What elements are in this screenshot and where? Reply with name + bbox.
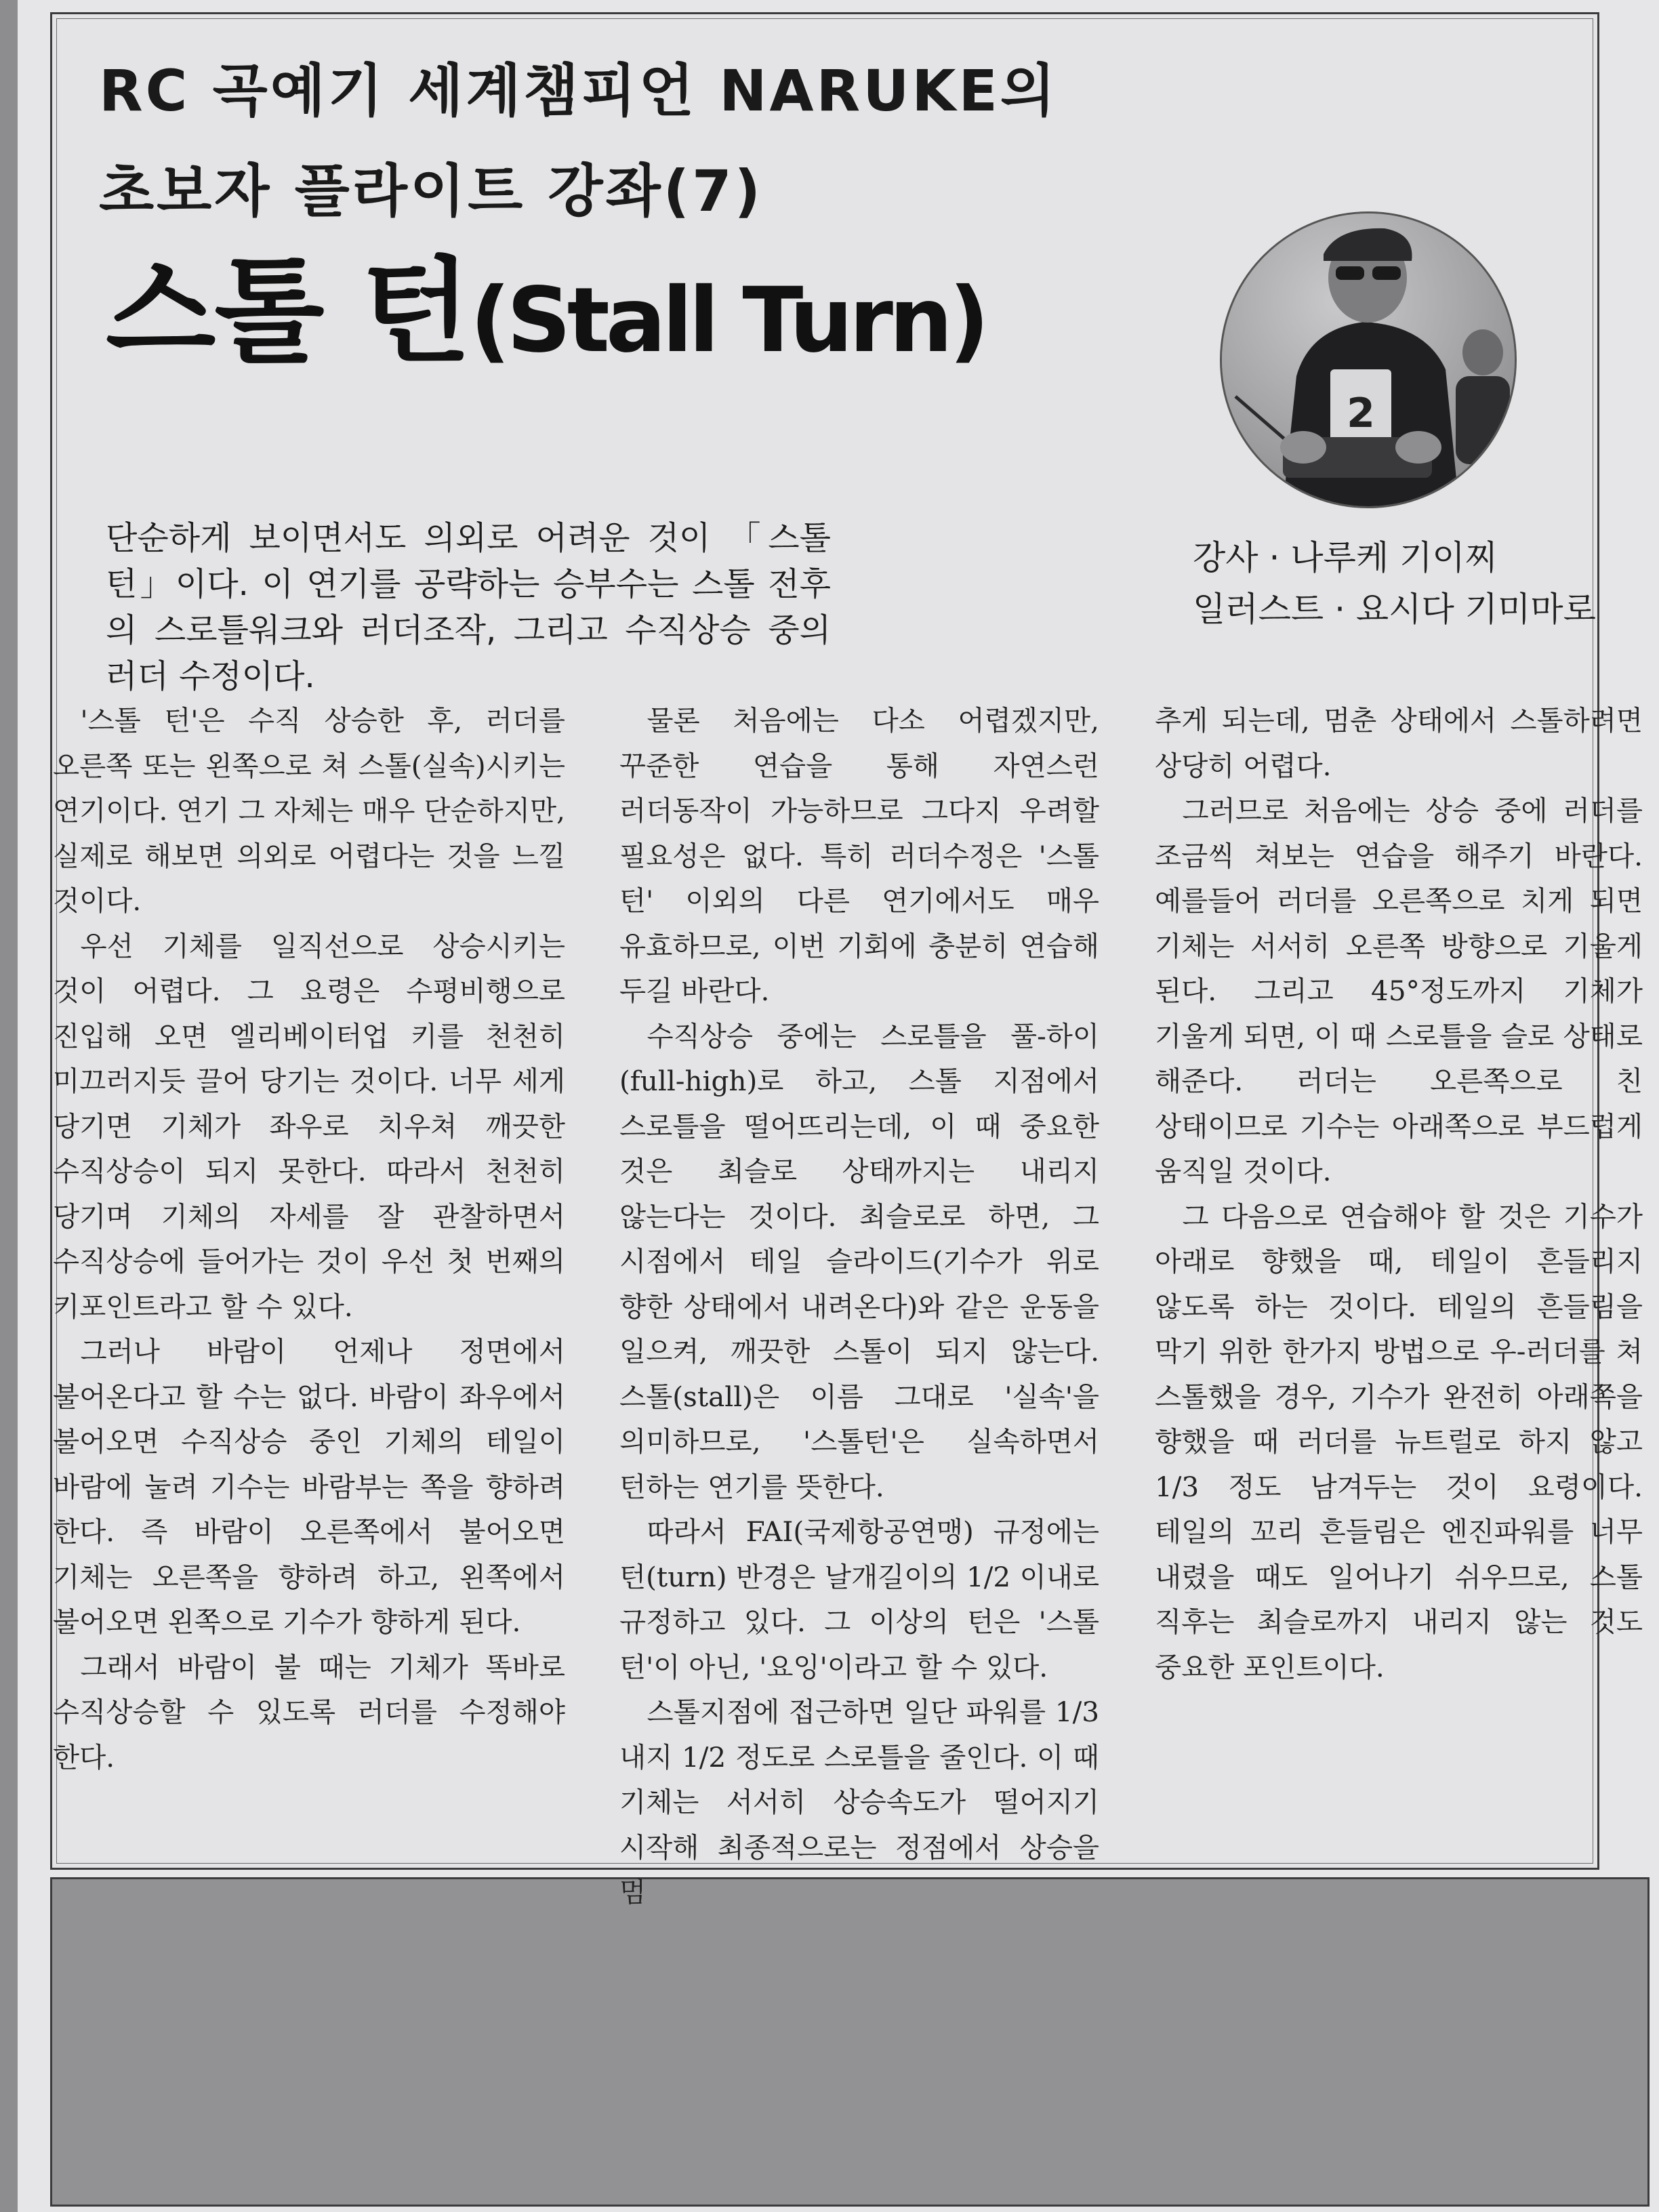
portrait-illustration (1222, 213, 1515, 506)
paragraph: 그 다음으로 연습해야 할 것은 기수가 아래로 향했을 때, 테일이 흔들리지 않도록 하는 것이다. 테일의 흔들림을 막기 위한 한가지 방법으로 우-러더를 쳐 스톨했을 경우, 기수가 완전히 아래쪽을 향했을 때 러더를 뉴트럴로 하지 않고 1/3 정도 남겨두는 것이 요령이다. 테일의 꼬리 흔들림은 엔진파워를 너무 내렸을 때도 일어나기 쉬우므로, 스톨 직후는 최슬로까지 내리지 않는 것도 중요한 포인트이다. (1155, 1200, 1643, 1683)
paragraph: 스톨지점에 접근하면 일단 파워를 1/3 내지 1/2 정도로 스로틀을 줄인다. 이 때 기체는 서서히 상승속도가 떨어지기 시작해 최종적으로는 정점에서 상승을 멈 (619, 1696, 1099, 1908)
paragraph: 추게 되는데, 멈춘 상태에서 스톨하려면 상당히 어렵다. (1155, 704, 1643, 782)
main-title-korean: 스톨 턴 (106, 245, 470, 378)
paragraph: 그러나 바람이 언제나 정면에서 불어온다고 할 수는 없다. 바람이 좌우에서 불어오면 수직상승 중인 기체의 테일이 바람에 눌려 기수는 바람부는 쪽을 향하려 한다. 즉 바람이 오른쪽에서 불어오면 기체는 오른쪽을 향하려 하고, 왼쪽에서 불어오면 왼쪽으로 기수가 향하게 된다. (53, 1335, 565, 1638)
credits (1193, 532, 1596, 635)
main-title (106, 244, 985, 388)
body-column-3 (1155, 698, 1643, 1689)
paragraph: 물론 처음에는 다소 어렵겠지만, 꾸준한 연습을 통해 자연스런 러더동작이 가능하므로 그다지 우려할 필요성은 없다. 특히 러더수정은 '스톨 턴' 이외의 다른 연기에서도 매우 유효하므로, 이번 기회에 충분히 연습해 두길 바란다. (619, 704, 1099, 1007)
paragraph: 우선 기체를 일직선으로 상승시키는 것이 어렵다. 그 요령은 수평비행으로 진입해 오면 엘리베이터업 키를 천천히 미끄러지듯 끌어 당기는 것이다. 너무 세게 당기면 기체가 좌우로 치우쳐 깨끗한 수직상승이 되지 못한다. 따라서 천천히 당기며 기체의 자세를 잘 관찰하면서 수직상승에 들어가는 것이 우선 첫 번째의 키포인트라고 할 수 있다. (53, 929, 565, 1323)
paragraph: '스톨 턴'은 수직 상승한 후, 러더를 오른쪽 또는 왼쪽으로 쳐 스톨(실속)시키는 연기이다. 연기 그 자체는 매우 단순하지만, 실제로 해보면 의외로 어렵다는 것을 느낄 것이다. (53, 704, 565, 917)
illustration-credit: 일러스트 · 요시다 기미마로 (1193, 590, 1596, 629)
body-column-2 (619, 698, 1099, 1915)
instructor-portrait-photo (1220, 211, 1517, 508)
svg-text:2: 2 (1347, 390, 1375, 437)
main-title-english: (Stall Turn) (470, 268, 986, 373)
body-column-1 (53, 698, 565, 1780)
paragraph: 따라서 FAI(국제항공연맹) 규정에는 턴(turn) 반경은 날개길이의 1/2 이내로 규정하고 있다. 그 이상의 턴은 '스톨 턴'이 아닌, '요잉'이라고 할 수 있다. (619, 1515, 1099, 1683)
series-title-line-1: RC 곡예기 세계챔피언 NARUKE의 (99, 58, 1059, 124)
paragraph: 그러므로 처음에는 상승 중에 러더를 조금씩 쳐보는 연습을 해주기 바란다. 예를들어 러더를 오른쪽으로 치게 되면 기체는 서서히 오른쪽 방향으로 기울게 된다. 그리고 45°정도까지 기체가 기울게 되면, 이 때 스로틀을 슬로 상태로 해준다. 러더는 오른쪽으로 친 상태이므로 기수는 아래쪽으로 부드럽게 움직일 것이다. (1155, 794, 1643, 1187)
paragraph: 수직상승 중에는 스로틀을 풀-하이(full-high)로 하고, 스톨 지점에서 스로틀을 떨어뜨리는데, 이 때 중요한 것은 최슬로 상태까지는 내리지 않는다는 것이다. 최슬로로 하면, 그 시점에서 테일 슬라이드(기수가 위로 향한 상태에서 내려온다)와 같은 운동을 일으켜, 깨끗한 스톨이 되지 않는다. 스톨(stall)은 이름 그대로 '실속'을 의미하므로, '스톨턴'은 실속하면서 턴하는 연기를 뜻한다. (619, 1019, 1099, 1503)
instructor-credit: 강사 · 나루케 기이찌 (1193, 538, 1498, 577)
lead-paragraph: 단순하게 보이면서도 의외로 어려운 것이 「스톨 턴」이다. 이 연기를 공략하는 승부수는 스톨 전후의 스로틀워크와 러더조작, 그리고 수직상승 중의 러더 수정이다. (106, 519, 831, 695)
bottom-panel (50, 1877, 1650, 2207)
series-title (99, 41, 1251, 241)
magazine-page (18, 0, 1659, 2212)
series-title-line-2: 초보자 플라이트 강좌(7) (99, 158, 764, 224)
paragraph: 그래서 바람이 불 때는 기체가 똑바로 수직상승할 수 있도록 러더를 수정해야 한다. (53, 1650, 565, 1774)
